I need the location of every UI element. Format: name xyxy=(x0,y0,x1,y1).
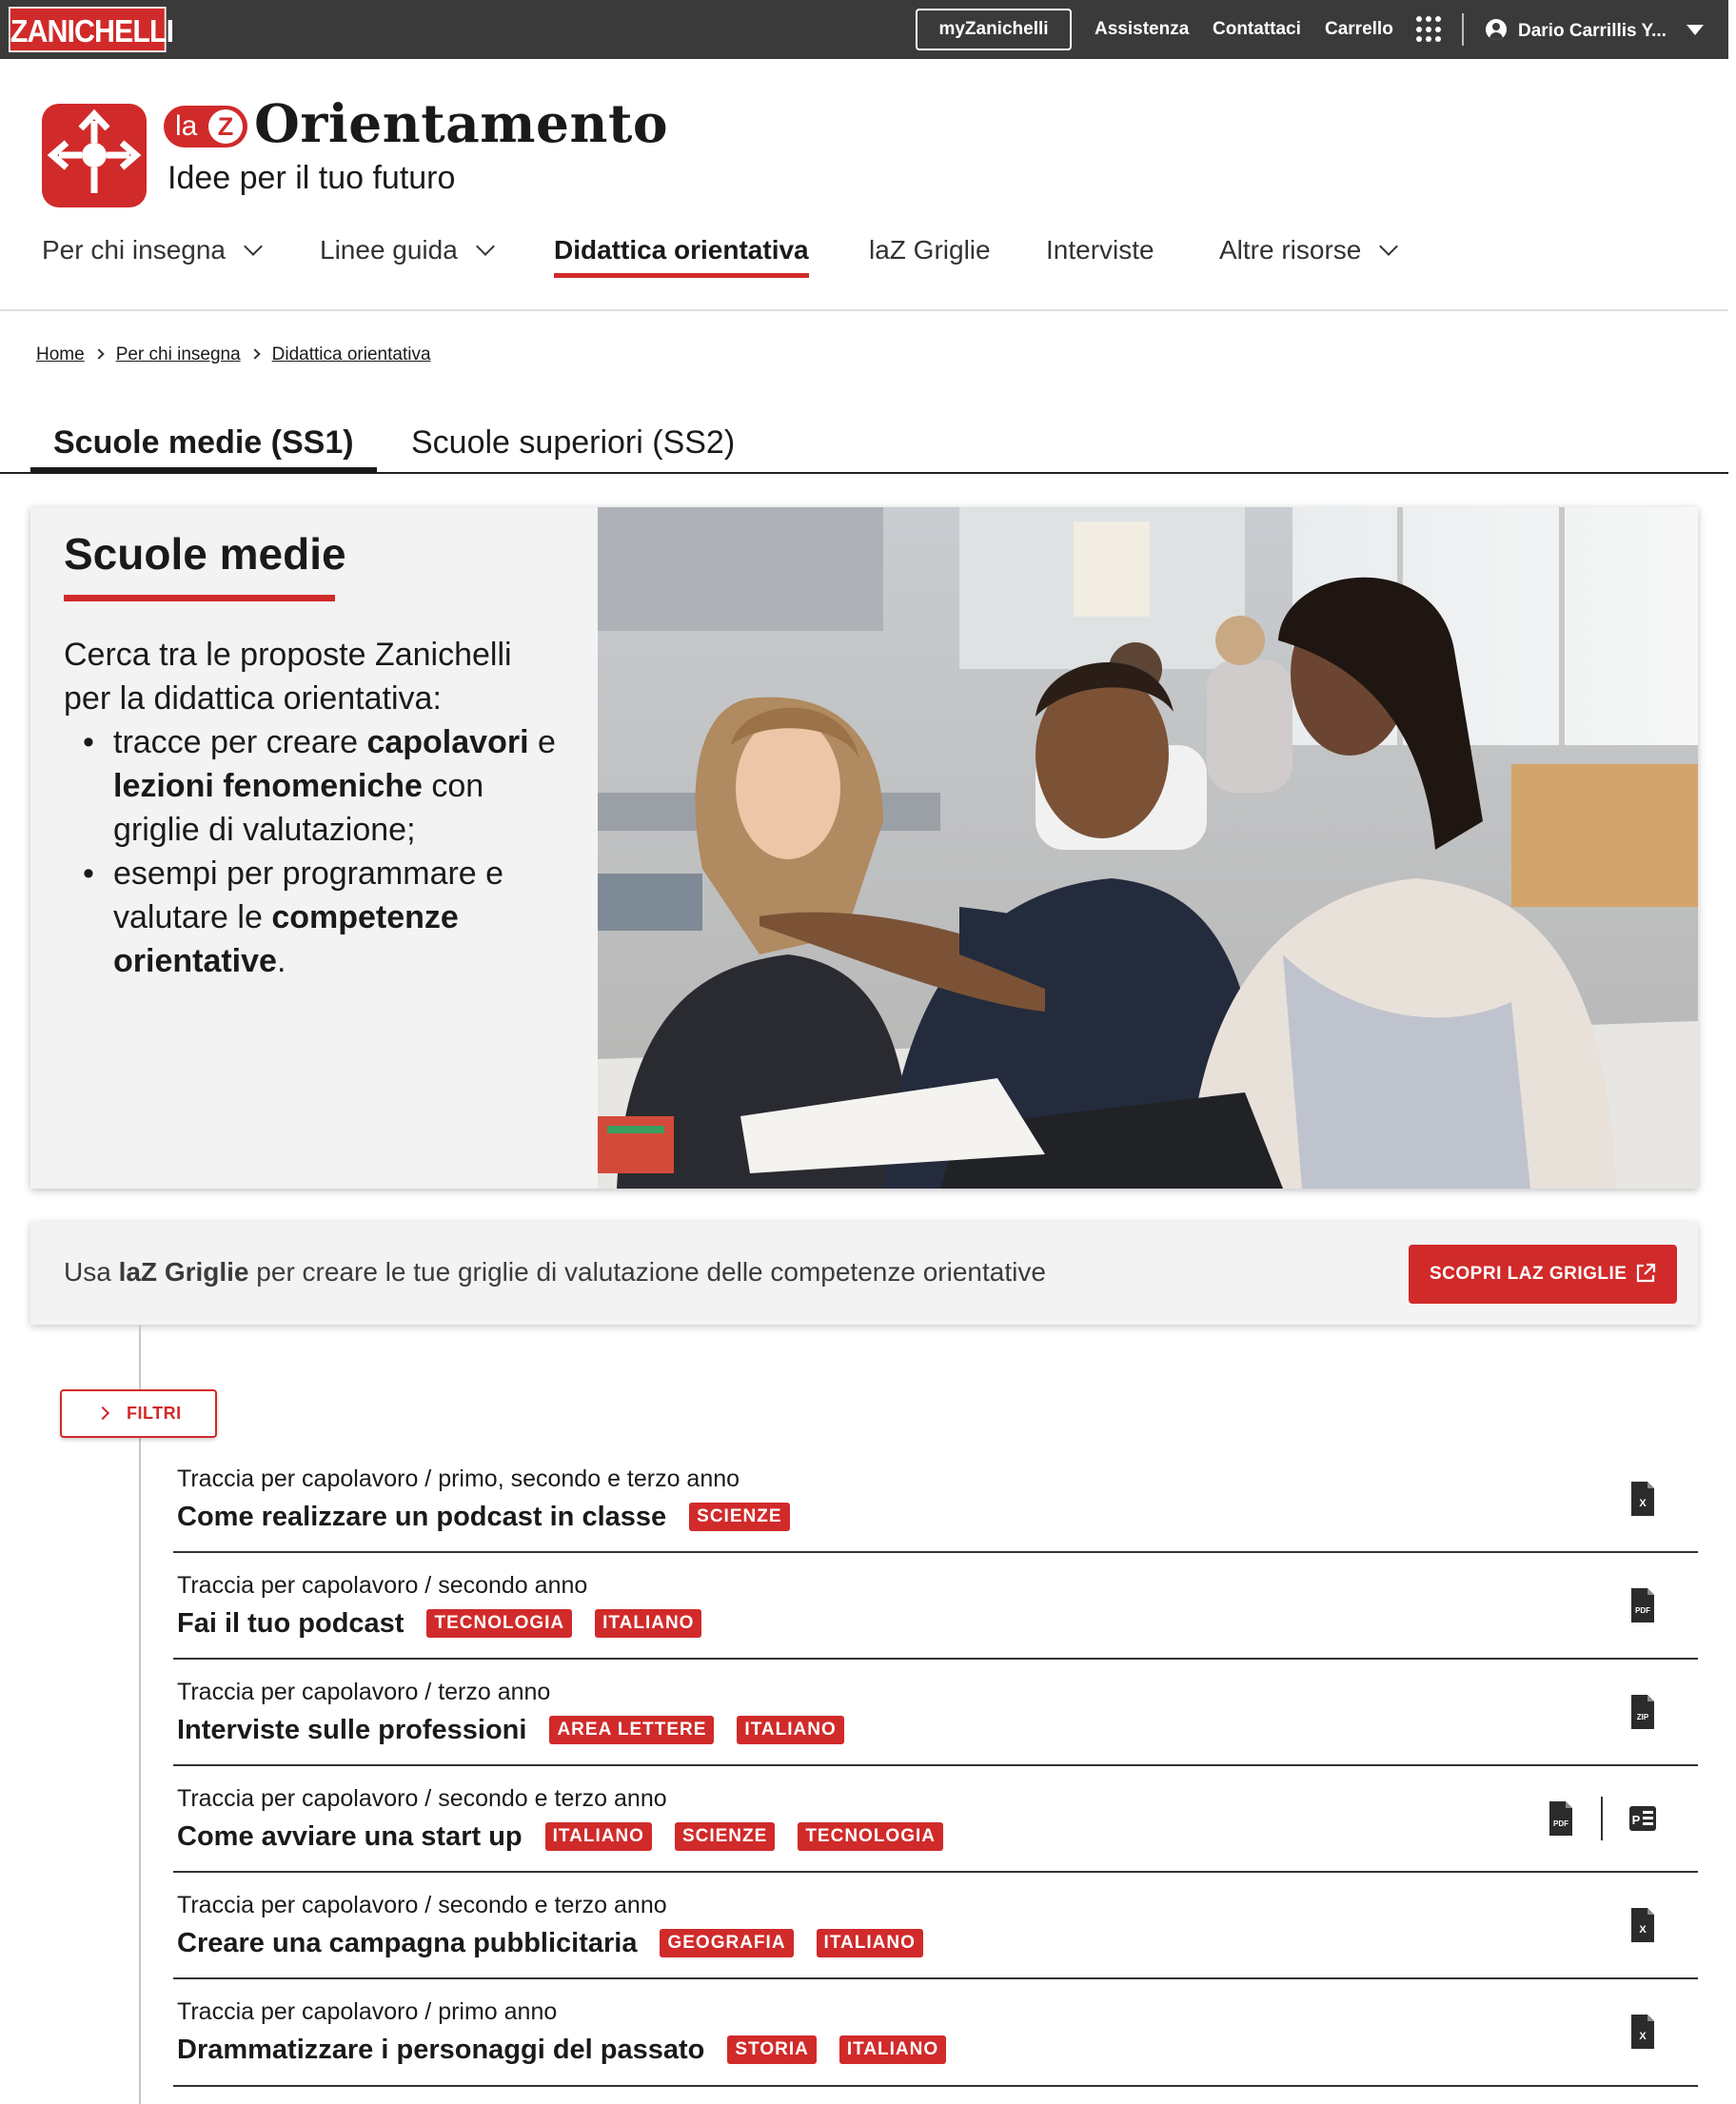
chevron-right-icon xyxy=(249,348,260,359)
subject-tag: ITALIANO xyxy=(595,1609,701,1638)
subject-tag: SCIENZE xyxy=(675,1822,775,1851)
item-downloads xyxy=(1603,1475,1656,1523)
icon-divider xyxy=(1601,1797,1603,1840)
item-title-row xyxy=(177,1926,946,1960)
svg-text:PDF: PDF xyxy=(1635,1606,1650,1615)
nav-linee-guida[interactable] xyxy=(320,228,492,278)
header-divider xyxy=(0,309,1728,311)
list-item[interactable] xyxy=(173,1873,1698,1979)
top-bar xyxy=(0,0,1728,59)
item-downloads xyxy=(1521,1795,1656,1842)
subject-tag: TECNOLOGIA xyxy=(426,1609,572,1638)
list-item[interactable] xyxy=(173,1660,1698,1766)
svg-text:X: X xyxy=(1639,1498,1647,1509)
excel-file-icon[interactable] xyxy=(1629,1907,1656,1943)
hero-bullet xyxy=(113,720,559,852)
breadcrumb-per-chi-insegna[interactable]: Per chi insegna xyxy=(115,344,241,364)
text: con griglie di valutazione; xyxy=(113,768,484,848)
breadcrumb-didattica-orientativa[interactable]: Didattica orientativa xyxy=(271,344,431,364)
assistenza-link[interactable]: Assistenza xyxy=(1095,19,1190,39)
item-title[interactable]: Come avviare una start up xyxy=(177,1820,523,1852)
tab-scuole-medie[interactable]: Scuole medie (SS1) xyxy=(30,419,377,474)
excel-file-icon[interactable] xyxy=(1629,2014,1656,2050)
nav-label: Interviste xyxy=(1046,235,1154,265)
school-level-tabs xyxy=(0,419,1728,474)
main-navigation xyxy=(0,228,1728,310)
item-title-row xyxy=(177,1713,867,1747)
svg-text:X: X xyxy=(1639,2031,1647,2042)
subject-tag: ITALIANO xyxy=(737,1716,843,1744)
tab-scuole-superiori[interactable]: Scuole superiori (SS2) xyxy=(411,424,736,461)
site-title[interactable]: Orientamento xyxy=(254,92,669,154)
chevron-down-icon xyxy=(1379,237,1398,256)
chevron-down-icon xyxy=(244,237,263,256)
text: tracce per creare xyxy=(113,724,367,760)
list-item[interactable] xyxy=(173,1446,1698,1553)
laz-badge-la: la xyxy=(175,110,198,142)
bold-text: lezioni fenomeniche xyxy=(113,768,423,804)
hero-intro: Cerca tra le proposte Zanichelli per la didattica orientativa: xyxy=(64,637,512,717)
item-meta: Traccia per capolavoro / secondo e terzo anno xyxy=(177,1785,667,1812)
nav-label: Linee guida xyxy=(320,235,458,265)
site-subtitle: Idee per il tuo futuro xyxy=(168,160,456,196)
item-meta: Traccia per capolavoro / primo anno xyxy=(177,1998,558,2025)
text: esempi per programmare e valutare le xyxy=(113,855,504,935)
subject-tag: STORIA xyxy=(727,2035,816,2064)
item-title-row xyxy=(177,2033,969,2067)
item-downloads xyxy=(1603,1582,1656,1629)
banner-text xyxy=(64,1222,1046,1323)
carrello-link[interactable]: Carrello xyxy=(1325,19,1393,39)
bold-text: laZ Griglie xyxy=(118,1257,249,1287)
svg-text:ZIP: ZIP xyxy=(1636,1713,1649,1721)
hero-card xyxy=(30,507,1698,1189)
bold-text: capolavori xyxy=(366,724,529,760)
subject-tag: GEOGRAFIA xyxy=(660,1929,793,1957)
pdf-file-icon[interactable] xyxy=(1629,1587,1656,1623)
breadcrumb-home[interactable]: Home xyxy=(36,344,85,364)
chevron-right-icon xyxy=(96,1406,109,1420)
item-title[interactable]: Creare una campagna pubblicitaria xyxy=(177,1927,638,1958)
hero-bullets xyxy=(113,720,559,983)
item-title[interactable]: Come realizzare un podcast in classe xyxy=(177,1501,667,1532)
powerpoint-file-icon[interactable] xyxy=(1629,1800,1656,1837)
button-label: FILTRI xyxy=(127,1404,182,1423)
hero-bullet xyxy=(113,852,559,983)
item-downloads xyxy=(1603,1901,1656,1949)
orientamento-logo[interactable] xyxy=(42,104,147,207)
breadcrumb xyxy=(36,344,431,371)
nav-label: Didattica orientativa xyxy=(554,235,809,265)
user-avatar-icon[interactable] xyxy=(1486,19,1507,40)
svg-text:P: P xyxy=(1631,1813,1641,1827)
item-title-row xyxy=(177,1819,966,1854)
chevron-down-icon xyxy=(476,237,495,256)
nav-label: laZ Griglie xyxy=(869,235,991,265)
item-meta: Traccia per capolavoro / primo, secondo e terzo anno xyxy=(177,1465,740,1492)
item-meta: Traccia per capolavoro / secondo anno xyxy=(177,1572,588,1599)
text: per creare le tue griglie di valutazione delle competenze orientative xyxy=(248,1257,1046,1287)
scopri-laz-griglie-button[interactable] xyxy=(1409,1245,1677,1304)
contattaci-link[interactable]: Contattaci xyxy=(1213,19,1301,39)
pdf-file-icon[interactable] xyxy=(1548,1800,1574,1837)
item-title[interactable]: Drammatizzare i personaggi del passato xyxy=(177,2034,705,2065)
classroom-photo xyxy=(598,507,1698,1189)
hero-title-underline xyxy=(64,595,335,601)
list-item[interactable] xyxy=(173,1766,1698,1873)
laz-badge xyxy=(164,106,247,147)
laz-badge-z: Z xyxy=(208,109,243,144)
myzanichelli-button[interactable]: myZanichelli xyxy=(916,9,1072,50)
zanichelli-logo[interactable]: ZANICHELLI xyxy=(9,7,167,52)
nav-altre-risorse[interactable] xyxy=(1219,228,1395,278)
topbar-divider xyxy=(1462,13,1464,46)
list-item[interactable] xyxy=(173,1553,1698,1660)
nav-didattica-orientativa[interactable] xyxy=(554,228,809,278)
hero-title: Scuole medie xyxy=(64,529,346,579)
item-title-row xyxy=(177,1606,724,1641)
timeline-line xyxy=(139,1325,141,2104)
nav-laz-griglie[interactable] xyxy=(869,228,991,278)
external-link-icon xyxy=(1635,1263,1656,1284)
user-name[interactable]: Dario Carrillis Y... xyxy=(1518,21,1667,41)
subject-tag: AREA LETTERE xyxy=(549,1716,714,1744)
apps-grid-icon[interactable] xyxy=(1416,16,1443,43)
zip-file-icon[interactable] xyxy=(1629,1694,1656,1730)
item-title-row xyxy=(177,1500,813,1534)
text: e xyxy=(528,724,556,760)
text: Usa xyxy=(64,1257,119,1287)
bold-text: competenze orientative xyxy=(113,899,459,979)
nav-label: Per chi insegna xyxy=(42,235,227,265)
subject-tag: TECNOLOGIA xyxy=(798,1822,943,1851)
svg-text:PDF: PDF xyxy=(1553,1819,1568,1828)
svg-text:X: X xyxy=(1639,1924,1647,1936)
list-item[interactable] xyxy=(173,1979,1698,2087)
hero-description xyxy=(64,633,559,983)
text: . xyxy=(276,943,286,979)
user-menu-caret-icon[interactable] xyxy=(1687,25,1704,35)
excel-file-icon[interactable] xyxy=(1629,1481,1656,1517)
resource-list xyxy=(173,1446,1698,2087)
subject-tag: SCIENZE xyxy=(689,1503,789,1531)
subject-tag: ITALIANO xyxy=(817,1929,923,1957)
nav-per-chi-insegna[interactable] xyxy=(42,228,260,278)
filtri-button[interactable] xyxy=(60,1389,217,1438)
item-meta: Traccia per capolavoro / secondo e terzo anno xyxy=(177,1892,667,1918)
chevron-right-icon xyxy=(93,348,104,359)
item-title[interactable]: Fai il tuo podcast xyxy=(177,1607,404,1639)
item-downloads xyxy=(1603,1688,1656,1736)
item-title[interactable]: Interviste sulle professioni xyxy=(177,1714,527,1745)
item-meta: Traccia per capolavoro / terzo anno xyxy=(177,1679,551,1705)
nav-label: Altre risorse xyxy=(1219,235,1362,265)
button-label: SCOPRI LAZ GRIGLIE xyxy=(1430,1264,1628,1284)
item-downloads xyxy=(1603,2008,1656,2055)
compass-arrows-icon xyxy=(42,104,147,207)
nav-interviste[interactable] xyxy=(1046,228,1154,278)
laz-griglie-banner xyxy=(30,1222,1698,1325)
subject-tag: ITALIANO xyxy=(545,1822,652,1851)
subject-tag: ITALIANO xyxy=(839,2035,946,2064)
